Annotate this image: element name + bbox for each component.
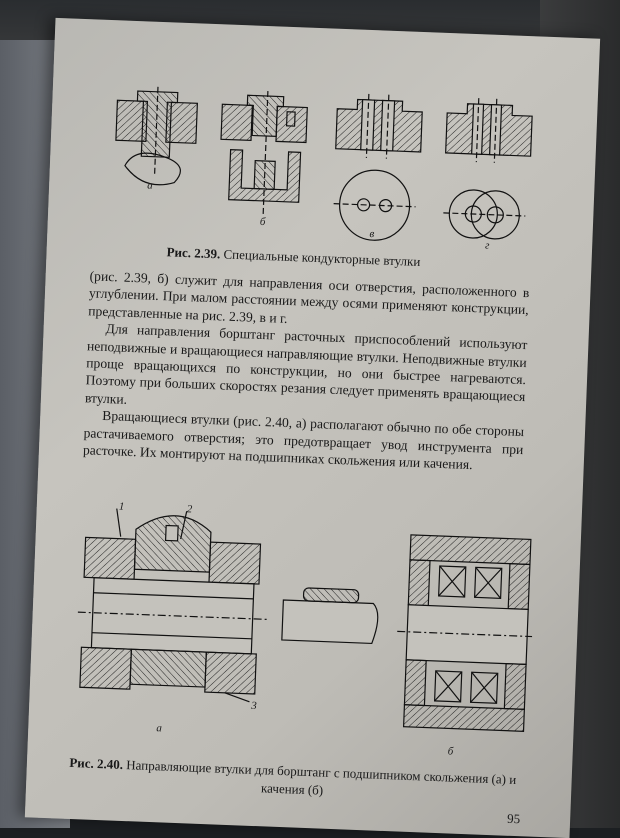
bushing-a-drawing [114,85,198,186]
fig-2-40-label-a: а [156,722,163,735]
callout-3: 3 [251,699,258,713]
bushing-g-drawing [442,97,532,240]
paragraph-2: Для направления борштанг расточных приспособлений используют неподвижные и вращающиеся направляющие втулки. Неподвижные втулки проще вращающихся по конструкции, но они быстрее нагреваются. Поэтому при больших скоростях резания следует применять вращающиеся втулки. [84,321,528,407]
paragraph-1: (рис. 2.39, б) служит для направления оси отверстия, расположенного в углублении. При малом расстоянии между осями применяют конструкции, представленные на рис. 2.39, в и г. [88,268,530,326]
fig-2-39-number: Рис. 2.39. [166,244,221,262]
paragraph-3: Вращающиеся втулки (рис. 2.40, а) располагают обычно по обе стороны растачиваемого отверстия; это предотвращает увод инструмента при расточке. Их монтируют на подшипниках скольжения или качения. [82,408,525,473]
fig-2-40-label-b: б [447,745,454,758]
book-page [25,18,600,838]
callout-1: 1 [118,500,125,513]
figure-2-40 [73,497,536,744]
bushing-b-drawing [218,89,308,217]
page-number: 95 [506,810,521,827]
fig-2-40-number: Рис. 2.40. [69,754,124,772]
bushing-v-drawing [332,93,423,242]
callout-2: 2 [186,503,193,516]
fig-2-39-label-g: г [484,239,490,252]
fig-2-39-label-a: а [146,179,153,192]
rolling-bearing-bushing-drawing [394,534,536,731]
fig-2-40-caption [62,754,523,808]
fig-2-40-title: Направляющие втулки для борштанг с подшипником скольжения (а) и качения (б) [126,757,517,798]
plain-bearing-bushing-drawing [75,507,272,702]
fig-2-39-title: Специальные кондукторные втулки [223,246,421,270]
fig-2-39-label-v: в [369,228,375,241]
shaft-key-drawing [282,587,379,644]
body-text [83,267,530,475]
fig-2-39-label-b: б [259,215,266,229]
